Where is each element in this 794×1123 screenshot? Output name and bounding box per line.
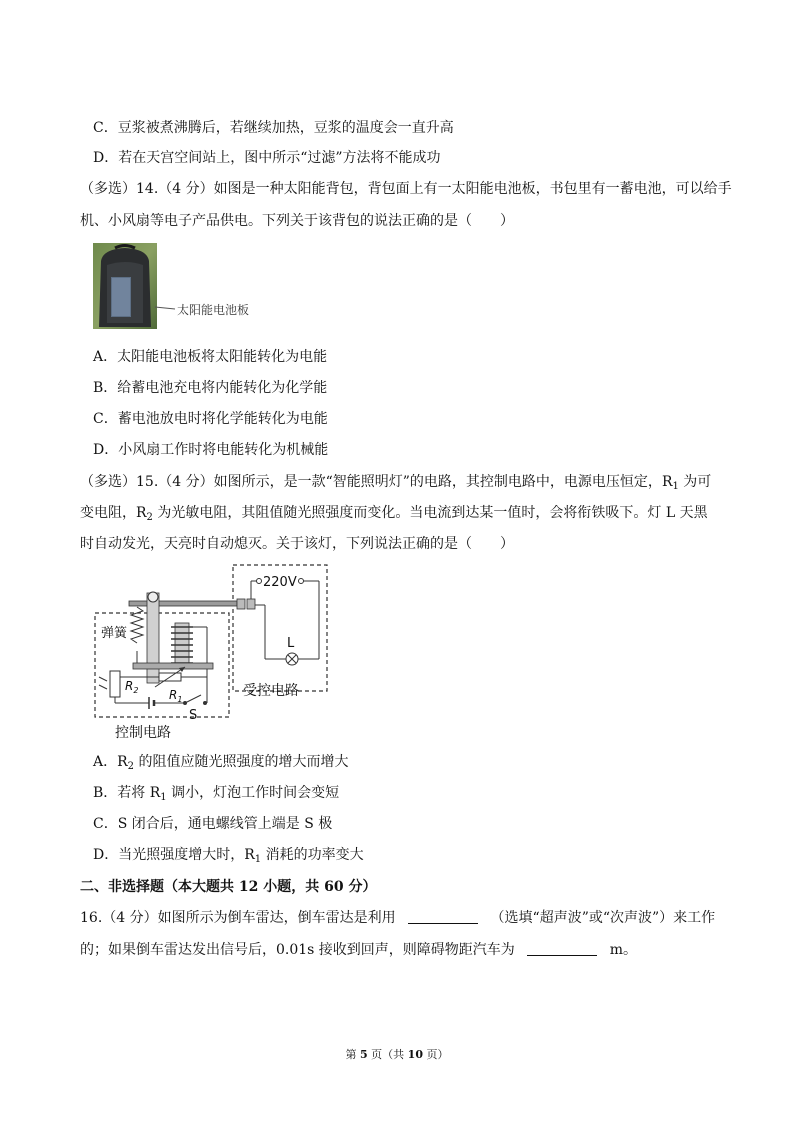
q15-optB-r: R [149,785,161,801]
footer-pre: 第 [345,1048,361,1061]
q13-option-c: C．豆浆被煮沸腾后，若继续加热，豆浆的温度会一直升高 [93,120,454,136]
q15-r2-symbol: R [136,505,147,521]
q15-r1-subscript: 1 [672,481,679,492]
q16-stem2-b: m。 [609,942,637,958]
q15-optB-sub: 1 [160,792,167,803]
q16-stem-line2 [80,941,637,959]
q15-stem-line3: 时自动发光，天亮时自动熄灭。关于该灯，下列说法正确的是（ ） [80,536,514,552]
q15-stem-line2 [80,504,708,527]
q15-optD-r: R [244,847,255,863]
page-footer [0,1046,794,1062]
r1-sub: 1 [177,695,183,704]
q15-stem-text: （多选）15.（4 分）如图所示，是一款“智能照明灯”的电路，其控制电路中，电源电压恒定， [80,474,662,490]
svg-text:受控电路 [243,682,299,699]
svg-text:控制电路 [115,724,171,741]
svg-text:R1 [169,688,182,704]
smart-light-circuit-figure [93,563,329,741]
q15-option-c: C．S 闭合后，通电螺线管上端是 S 极 [93,816,333,832]
controlled-circuit-label: 受控电路 [243,683,299,699]
solar-backpack-figure [93,243,273,329]
svg-text:S [189,708,197,723]
q14-option-d: D．小风扇工作时将电能转化为机械能 [93,442,329,458]
footer-page-number: 5 [360,1048,368,1061]
q15-option-d [93,846,364,869]
r2-sub: 2 [133,686,139,695]
q16-blank-2[interactable] [527,941,597,956]
spring-label: 弹簧 [101,626,128,641]
q15-optA-sub: 2 [127,761,135,772]
q15-option-b [93,784,339,807]
switch-label: S [189,708,198,723]
q15-r1-symbol: R [661,474,673,490]
q15-optD-post: 消耗的功率变大 [261,847,364,863]
q14-option-a: A．太阳能电池板将太阳能转化为电能 [93,349,328,365]
q15-optD-pre: D．当光照强度增大时， [93,847,245,863]
r2-label: R [125,679,134,693]
q15-r2-subscript: 2 [146,512,153,523]
svg-text:弹簧 [101,626,128,641]
q14-stem-line1: （多选）14.（4 分）如图是一种太阳能背包，背包面上有一太阳能电池板，书包里有一蓄电池，可以给手 [80,181,732,197]
q14-option-b: B．给蓄电池充电将内能转化为化学能 [93,380,328,396]
r1-label: R [169,688,178,702]
q16-stem1-a: 16.（4 分）如图所示为倒车雷达，倒车雷达是利用 [80,910,396,926]
q15-stem2-b: 为光敏电阻，其阻值随光照强度而变化。当电流到达某一值时，会将衔铁吸下。灯 L 天黑 [152,505,708,521]
svg-text:L [287,636,295,651]
svg-text:220V [263,575,297,590]
footer-mid: 页（共 [367,1048,408,1061]
control-circuit-label: 控制电路 [115,725,171,741]
q14-stem-line2: 机、小风扇等电子产品供电。下列关于该背包的说法正确的是（ ） [80,213,514,229]
footer-post: 页） [422,1048,449,1061]
solar-panel-label: 太阳能电池板 [177,303,250,317]
lamp-label: L [287,636,295,651]
q15-optB-post: 调小，灯泡工作时间会变短 [166,785,340,801]
q15-stem-line1 [80,473,711,496]
section-two-heading: 二、非选择题（本大题共 12 小题，共 60 分） [80,879,377,895]
q16-stem-line1 [80,909,715,927]
footer-total-pages: 10 [407,1048,423,1061]
q16-blank-1[interactable] [408,909,478,924]
q15-stem2-a: 变电阻， [80,505,136,521]
q16-stem2-a: 的；如果倒车雷达发出信号后，0.01s 接收到回声，则障碍物距汽车为 [80,942,515,958]
q14-option-c: C．蓄电池放电时将化学能转化为电能 [93,411,328,427]
q15-optA-post: 的阻值应随光照强度的增大而增大 [134,754,349,770]
q15-optA-pre: A． [93,754,118,770]
q13-option-d: D．若在天宫空间站上，图中所示“过滤”方法将不能成功 [93,150,441,166]
q15-stem-tail: 为可 [678,474,712,490]
svg-text:R2 [125,679,138,695]
q16-stem1-b: （选填“超声波”或“次声波”）来工作 [490,910,716,926]
q15-option-a [93,753,349,776]
voltage-label: 220V [263,575,297,590]
q15-optA-r: R [117,754,128,770]
q15-optB-pre: B．若将 [93,785,150,801]
q15-optD-sub: 1 [254,854,262,865]
